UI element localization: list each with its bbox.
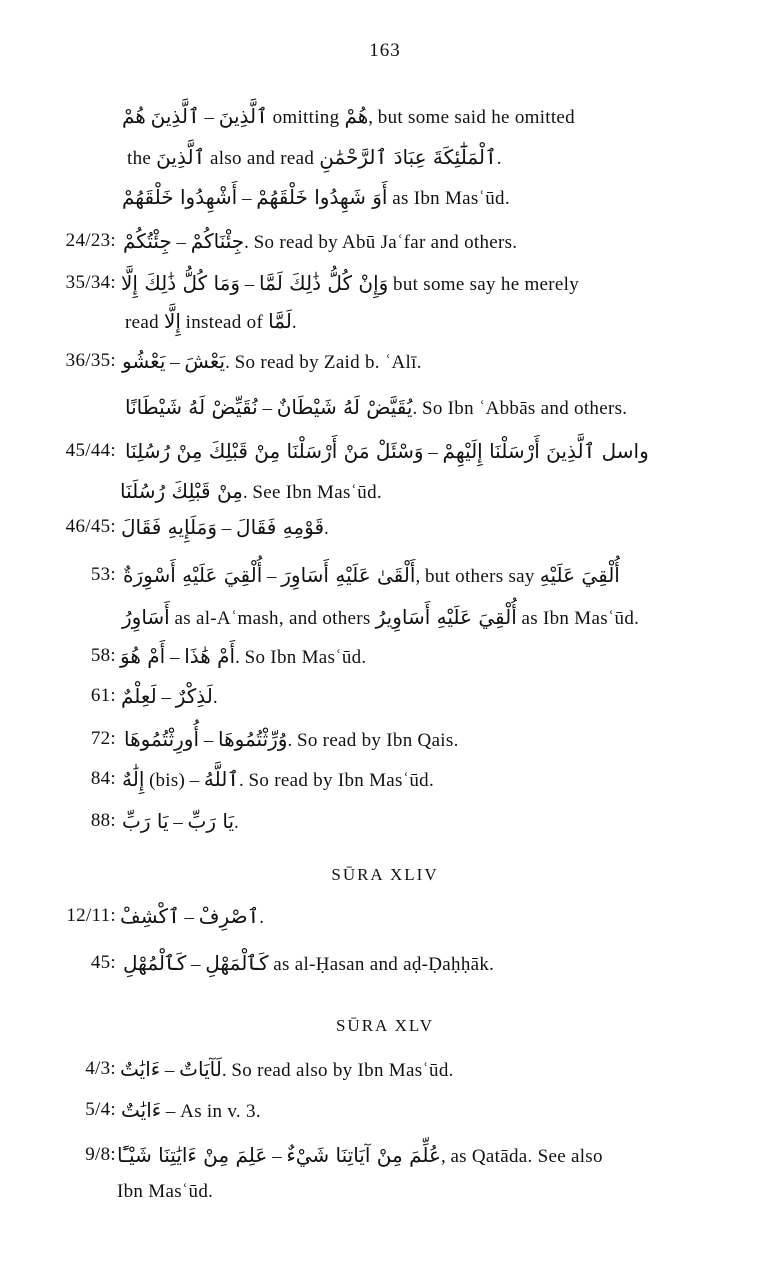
arabic-phrase: لَمَّا: [268, 309, 292, 333]
page-number: 163: [369, 40, 401, 61]
line-content: [123, 221, 517, 263]
arabic-phrase: لَذِكْرٌ: [175, 684, 213, 708]
text-line: [0, 137, 770, 177]
line-content: [122, 341, 422, 383]
arabic-phrase: ٱكْشِفْ: [120, 904, 180, 928]
arabic-phrase: أَمْ هُوَ: [120, 644, 166, 668]
text-line: [0, 301, 770, 341]
english-text: (bis) –: [144, 770, 204, 791]
text-line: [0, 431, 770, 471]
english-text: . So read by Ibn Masʿūd.: [239, 770, 435, 791]
arabic-phrase: يَعْشَ: [184, 349, 226, 373]
text-line: [0, 676, 770, 716]
arabic-phrase: كَٱلْمَهْلِ: [205, 951, 269, 975]
english-text: –: [165, 352, 185, 373]
english-text: .: [234, 812, 239, 833]
english-text: –: [156, 687, 176, 708]
text-line: [0, 221, 770, 261]
english-text: the: [127, 148, 157, 169]
arabic-phrase: جِئْتُكُمْ: [123, 229, 172, 253]
verse-number: 88:: [90, 810, 116, 831]
english-text: as al-Ḥasan and aḍ-Ḍaḥḥāk.: [268, 954, 495, 975]
arabic-phrase: مِنْ قَبْلِكَ رُسُلَنَا: [120, 479, 243, 503]
english-text: .: [291, 312, 297, 333]
english-text: .: [496, 148, 502, 169]
arabic-phrase: ٱلَّذِينَ: [218, 104, 268, 128]
english-text: as Ibn Masʿūd.: [516, 608, 640, 629]
english-text: but some say he merely: [388, 274, 580, 295]
english-text: –: [199, 730, 219, 751]
english-text: also and read: [205, 148, 320, 169]
english-text: –: [423, 442, 443, 463]
arabic-phrase: هُمْ: [122, 104, 146, 128]
english-text: . See Ibn Masʿūd.: [242, 482, 382, 503]
line-content: [121, 507, 329, 549]
line-content: [125, 431, 649, 473]
english-text: –: [257, 398, 277, 419]
text-line: [0, 636, 770, 676]
arabic-phrase: إِلَٰهٌ: [122, 767, 145, 791]
line-content: [121, 1090, 261, 1132]
arabic-phrase: عَلِمَ مِنْ ءَايَٰتِنَا شَيْـًٔا: [117, 1143, 268, 1167]
arabic-phrase: وَمَا كُلُّ ذَٰلِكَ إِلَّا: [121, 271, 241, 295]
text-line: [0, 263, 770, 303]
section-heading-sura-44: SŪRA XLIV: [331, 865, 439, 884]
english-text: .: [212, 687, 218, 708]
arabic-phrase: واسل ٱلَّذِينَ أَرْسَلْنَا إِلَيْهِمْ: [442, 439, 649, 463]
arabic-phrase: ٱلَّذِينَ: [156, 145, 206, 169]
arabic-phrase: أُلْقِيَ عَلَيْهِ: [539, 563, 620, 587]
line-content: [120, 1049, 454, 1091]
verse-number: 45/44:: [65, 440, 116, 461]
english-text: , but some said he omitted: [368, 107, 575, 128]
line-content: [122, 759, 434, 801]
english-text: –: [199, 107, 219, 128]
english-text: , as Qatāda. See also: [440, 1146, 603, 1167]
verse-number: 4/3:: [85, 1058, 116, 1079]
arabic-phrase: إِلَّا: [163, 309, 181, 333]
verse-number: 35/34:: [65, 272, 116, 293]
text-line: [0, 896, 770, 936]
text-line: [0, 801, 770, 841]
arabic-phrase: لَعِلْمٌ: [121, 684, 157, 708]
english-text: as al-Aʿmash, and others: [169, 608, 376, 629]
line-content: [122, 177, 510, 219]
arabic-phrase: ٱصْرِفْ: [198, 904, 260, 928]
english-text: –: [179, 907, 199, 928]
line-content: [122, 597, 639, 639]
text-line: [0, 1049, 770, 1089]
line-content: [120, 896, 264, 938]
verse-number: 72:: [90, 728, 116, 749]
line-content: [121, 676, 218, 718]
english-text: –: [160, 1060, 180, 1081]
arabic-phrase: أَوَ شَهِدُوا خَلْقَهُمْ: [256, 185, 388, 209]
arabic-phrase: يَا رَبِّ: [187, 809, 235, 833]
text-line: [0, 719, 770, 759]
arabic-phrase: وُرِّثْتُمُوهَا: [218, 727, 288, 751]
line-content: [120, 636, 367, 678]
arabic-phrase: أَشْهِدُوا خَلْقَهُمْ: [122, 185, 238, 209]
arabic-phrase: ءَايَٰتٌ: [121, 1098, 162, 1122]
verse-number: 58:: [90, 645, 116, 666]
english-text: –: [165, 647, 185, 668]
arabic-phrase: هُمْ: [344, 104, 369, 128]
english-text: –: [168, 812, 188, 833]
line-content: [122, 801, 239, 843]
english-text: – As in v. 3.: [161, 1101, 261, 1122]
verse-number: 84:: [90, 768, 116, 789]
verse-number: 46/45:: [65, 516, 116, 537]
text-line: [0, 96, 770, 136]
verse-number: 5/4:: [85, 1099, 116, 1120]
english-text: –: [267, 1146, 287, 1167]
arabic-phrase: أُلْقِيَ عَلَيْهِ أَسَاوِيرُ: [375, 605, 517, 629]
text-line: [0, 555, 770, 595]
english-text: –: [217, 518, 237, 539]
line-content: [121, 263, 579, 305]
arabic-phrase: يُقَيَّضْ لَهُ شَيْطَانٌ: [276, 395, 413, 419]
english-text: . So read also by Ibn Masʿūd.: [221, 1060, 454, 1081]
line-content: [125, 301, 297, 343]
text-line: [0, 471, 770, 511]
arabic-phrase: أَمْ هَٰذَا: [184, 644, 236, 668]
arabic-phrase: وَسْئَلْ مَنْ أَرْسَلْنَا مِنْ قَبْلِكَ مِنْ رُسُلِنَا: [125, 439, 424, 463]
arabic-phrase: كَٱلْمُهْلِ: [123, 951, 187, 975]
text-line: [0, 1172, 770, 1212]
arabic-phrase: ءَايَٰتٌ: [120, 1057, 161, 1081]
line-content: [125, 387, 627, 429]
line-content: [123, 943, 494, 985]
english-text: instead of: [180, 312, 269, 333]
verse-number: 24/23:: [65, 230, 116, 251]
english-text: –: [240, 274, 260, 295]
line-content: [117, 1172, 213, 1212]
verse-number: 53:: [90, 564, 116, 585]
english-text: read: [125, 312, 164, 333]
arabic-phrase: يَا رَبِّ: [122, 809, 169, 833]
english-text: omitting: [267, 107, 345, 128]
english-text: . So Ibn ʿAbbās and others.: [412, 398, 628, 419]
text-line: [0, 341, 770, 381]
verse-number: 45:: [90, 952, 116, 973]
arabic-phrase: وَمَلَإِيهِ فَقَالَ: [121, 515, 218, 539]
verse-number: 9/8:: [85, 1144, 116, 1165]
english-text: , but others say: [415, 566, 540, 587]
line-content: [127, 137, 501, 179]
arabic-phrase: أَسَاوِرُ: [122, 605, 170, 629]
arabic-phrase: ٱللَّهُ: [203, 767, 240, 791]
text-line: [0, 943, 770, 983]
english-text: . So read by Abū Jaʿfar and others.: [244, 232, 518, 253]
english-text: –: [237, 188, 257, 209]
english-text: . So read by Zaid b. ʿAlī.: [225, 352, 422, 373]
english-text: as Ibn Masʿūd.: [387, 188, 510, 209]
line-content: [124, 719, 459, 761]
text-line: [0, 177, 770, 217]
arabic-phrase: ٱلَّذِينَ: [150, 104, 200, 128]
english-text: Ibn Masʿūd.: [117, 1181, 214, 1202]
arabic-phrase: ٱلْمَلَٰٓئِكَةَ عِبَادَ ٱلرَّحْمَٰنِ: [319, 145, 497, 169]
english-text: –: [171, 232, 191, 253]
arabic-phrase: عُلِّمَ مِنْ آيَاتِنَا شَيْءٌ: [286, 1143, 441, 1167]
verse-number: 12/11:: [66, 905, 116, 926]
arabic-phrase: أَلْقَىٰ عَلَيْهِ أَسَاوِرَ: [281, 563, 416, 587]
arabic-phrase: وَإِنْ كُلُّ ذَٰلِكَ لَمَّا: [259, 271, 389, 295]
english-text: –: [186, 954, 206, 975]
line-content: [117, 1135, 603, 1177]
text-line: [0, 597, 770, 637]
english-text: .: [324, 518, 329, 539]
text-line: [0, 507, 770, 547]
line-content: [122, 96, 575, 138]
english-text: –: [262, 566, 282, 587]
line-content: [123, 555, 620, 597]
arabic-phrase: أُلْقِيَ عَلَيْهِ أَسْوِرَةٌ: [123, 563, 263, 587]
arabic-phrase: أُورِثْتُمُوهَا: [124, 727, 200, 751]
english-text: . So read by Ibn Qais.: [287, 730, 459, 751]
arabic-phrase: قَوْمِهِ فَقَالَ: [236, 515, 325, 539]
text-line: [0, 1135, 770, 1175]
text-line: [0, 1090, 770, 1130]
english-text: .: [259, 907, 265, 928]
arabic-phrase: لَآيَاتٌ: [179, 1057, 222, 1081]
arabic-phrase: يَعْشُو: [122, 349, 166, 373]
arabic-phrase: جِئْنَاكُمْ: [190, 229, 245, 253]
english-text: . So Ibn Masʿūd.: [235, 647, 367, 668]
text-line: [0, 387, 770, 427]
verse-number: 61:: [90, 685, 116, 706]
section-heading-sura-45: SŪRA XLV: [335, 1016, 435, 1035]
text-line: [0, 759, 770, 799]
verse-number: 36/35:: [65, 350, 116, 371]
arabic-phrase: نُقَيِّضْ لَهُ شَيْطَانًا: [125, 395, 258, 419]
